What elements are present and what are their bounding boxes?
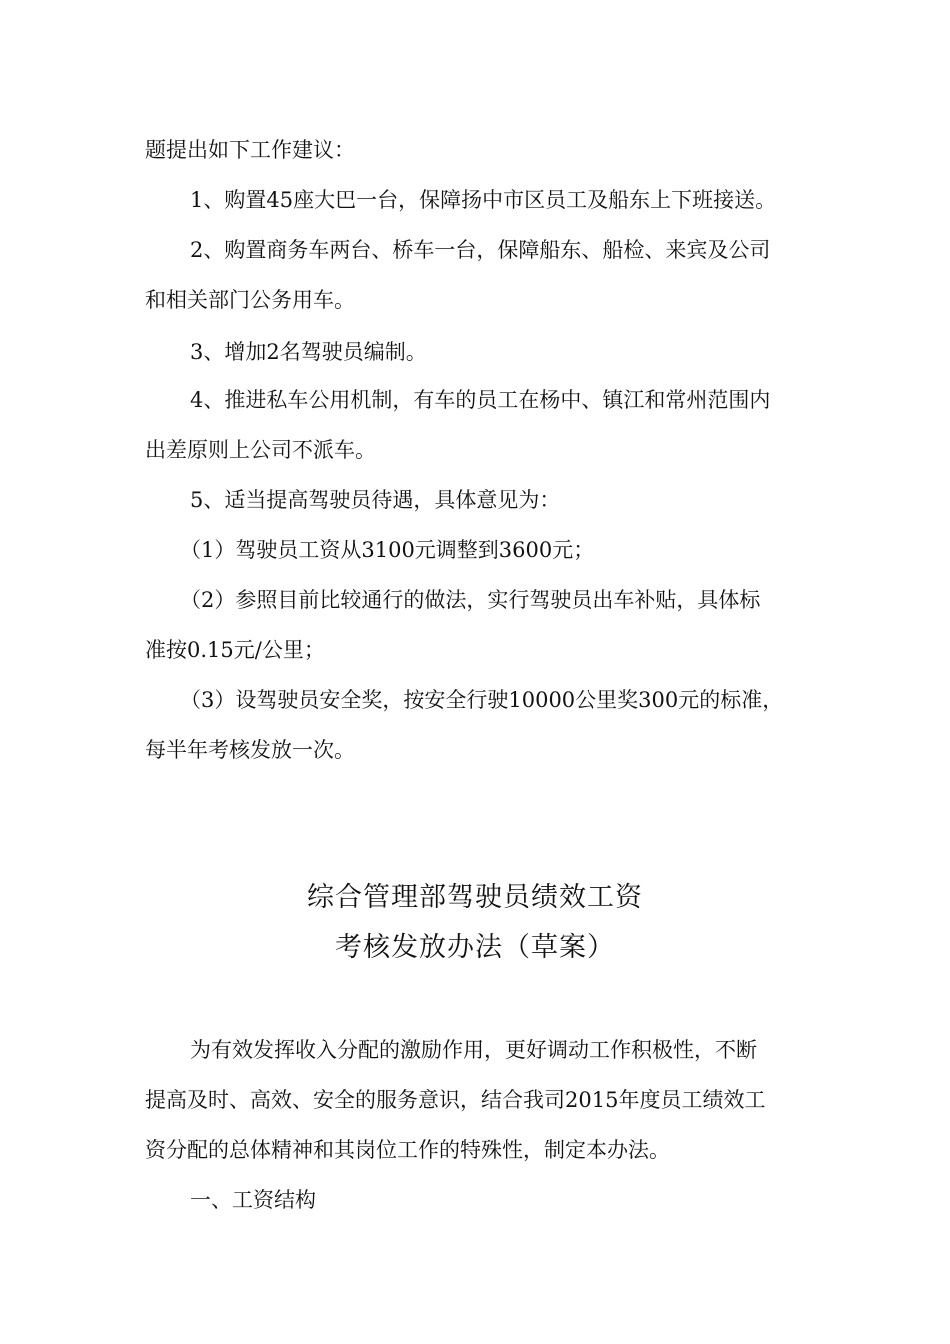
sub-item-2: （2）参照目前比较通行的做法，实行驾驶员出车补贴，具体标 bbox=[180, 588, 761, 612]
intro-paragraph-line-2: 提高及时、高效、安全的服务意识，结合我司2015年度员工绩效工 bbox=[145, 1088, 766, 1112]
suggestion-1: 1、购置45座大巴一台，保障扬中市区员工及船东上下班接送。 bbox=[190, 188, 777, 212]
sub-item-3: （3）设驾驶员安全奖，按安全行驶10000公里奖300元的标准， bbox=[180, 688, 784, 712]
suggestion-4-continued: 出差原则上公司不派车。 bbox=[145, 438, 376, 462]
intro-paragraph-line-1: 为有效发挥收入分配的激励作用，更好调动工作积极性，不断 bbox=[190, 1038, 757, 1062]
section-heading-wage-structure: 一、工资结构 bbox=[190, 1188, 316, 1212]
section-title-line-1: 综合管理部驾驶员绩效工资 bbox=[307, 882, 643, 913]
sub-item-2-continued: 准按0.15元/公里； bbox=[145, 638, 325, 662]
paragraph-line: 题提出如下工作建议： bbox=[145, 138, 355, 162]
suggestion-4: 4、推进私车公用机制，有车的员工在杨中、镇江和常州范围内 bbox=[190, 388, 771, 412]
intro-paragraph-line-3: 资分配的总体精神和其岗位工作的特殊性，制定本办法。 bbox=[145, 1138, 670, 1162]
section-title-line-2: 考核发放办法（草案） bbox=[335, 932, 615, 963]
suggestion-2-continued: 和相关部门公务用车。 bbox=[145, 288, 355, 312]
sub-item-1: （1）驾驶员工资从3100元调整到3600元； bbox=[180, 538, 595, 562]
suggestion-3: 3、增加2名驾驶员编制。 bbox=[190, 340, 427, 364]
suggestion-2: 2、购置商务车两台、桥车一台，保障船东、船检、来宾及公司 bbox=[190, 238, 771, 262]
suggestion-5: 5、适当提高驾驶员待遇，具体意见为： bbox=[190, 488, 561, 512]
sub-item-3-continued: 每半年考核发放一次。 bbox=[145, 738, 355, 762]
